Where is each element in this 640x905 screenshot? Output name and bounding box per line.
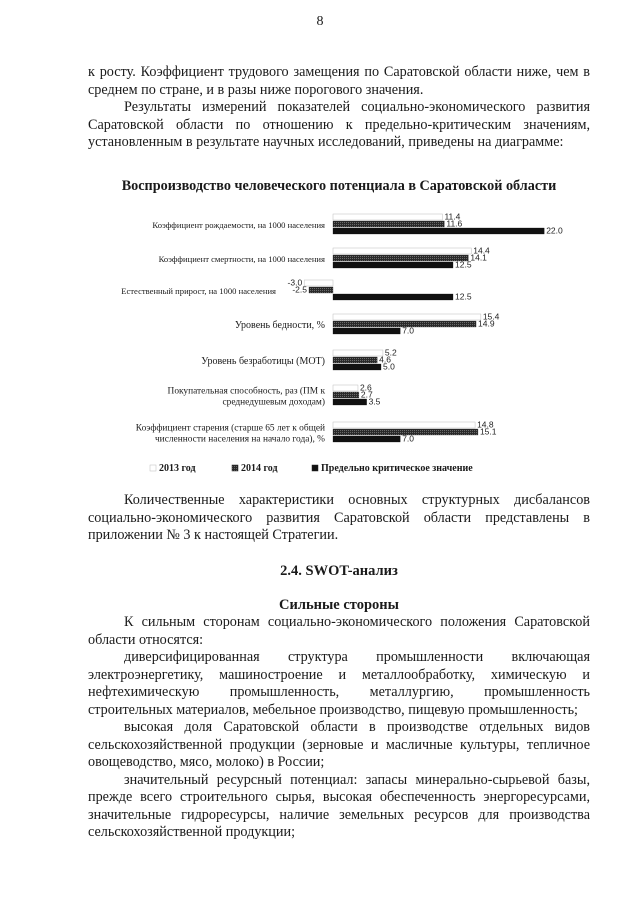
bar-2014 (333, 255, 468, 261)
legend-swatch-2014 (232, 465, 238, 471)
data-label: 7.0 (402, 325, 415, 336)
legend-swatch-critical (312, 465, 318, 471)
data-label: 5.2 (384, 347, 397, 358)
data-label: 11.4 (444, 211, 461, 222)
bar-2013 (333, 314, 481, 320)
data-label: 14.8 (477, 419, 494, 430)
section-title: 2.4. SWOT-анализ (280, 563, 398, 579)
legend-label: 2013 год (159, 463, 196, 474)
section-subtitle: Сильные стороны (279, 597, 399, 613)
data-label: 11.6 (446, 218, 463, 229)
bar-critical (333, 364, 381, 370)
bar-2013 (304, 280, 333, 286)
bar-2014 (333, 221, 444, 227)
strength-item: значительный ресурсный потенциал: запасы минерально-сырьевой базы, прежде всего строительного сырья, высокая обеспеченность энергоресурсами, значительные гидроресурсы, наличие земельных ресурсов для производства сельскохозяйственной продукции; (88, 771, 590, 840)
bar-critical (333, 399, 367, 405)
data-label: 22.0 (546, 225, 563, 236)
intro-paragraph-2: Результаты измерений показателей социально-экономического развития Саратовской области по отношению к предельно-критическим значениям, установленным в результате научных исследований, приведены на диаграмме: (88, 99, 590, 150)
category-label: среднедушевым доходам) (222, 397, 325, 408)
bar-2013 (333, 350, 383, 356)
bar-critical (333, 262, 453, 268)
legend-label: 2014 год (241, 463, 278, 474)
category-label: Коэффициент старения (старше 65 лет к общей (135, 423, 325, 434)
strength-item: диверсифицированная структура промышленности включающая электроэнергетику, машиностроение и металлообработку, химическую и нефтехимическую промышленность, металлургию, промышленность строительных материалов, мебельное производство, пищевую промышленность; (88, 649, 590, 718)
category-label: Уровень бедности, % (234, 320, 325, 331)
legend-label: Предельно критическое значение (321, 463, 473, 474)
data-label: -3.0 (287, 277, 303, 288)
bar-critical (333, 294, 453, 300)
data-label: 14.1 (470, 252, 487, 263)
intro-text (88, 64, 590, 152)
bar-2014 (309, 287, 333, 293)
after-chart-paragraph: Количественные характеристики основных структурных дисбалансов социально-экономического развития Саратовской области представлены в приложении № 3 к настоящей Стратегии. (88, 492, 590, 543)
bar-critical (333, 436, 400, 442)
category-label: Коэффициент смертности, на 1000 населения (158, 254, 325, 264)
data-label: 15.4 (482, 311, 500, 322)
category-label: Естественный прирост, на 1000 населения (121, 286, 276, 296)
category-label: численности населения на начало года), % (154, 434, 325, 445)
bar-2013 (333, 248, 471, 254)
legend-swatch-2013 (150, 465, 156, 471)
data-label: 12.5 (455, 291, 472, 302)
category-label: Покупательная способность, раз (ПМ к (167, 386, 325, 397)
bar-chart (0, 200, 640, 500)
after-chart-text (88, 492, 590, 545)
data-label: 2.6 (359, 382, 372, 393)
data-label: 5.0 (383, 361, 395, 372)
data-label: 12.5 (455, 259, 472, 270)
strengths-text (88, 614, 590, 842)
category-label: Уровень безработицы (МОТ) (201, 356, 325, 367)
chart-title: Воспроизводство человеческого потенциала в Саратовской области (121, 178, 557, 194)
bar-2014 (333, 392, 359, 398)
bar-2013 (333, 385, 358, 391)
data-label: 2.7 (360, 389, 373, 400)
data-label: 15.1 (479, 426, 497, 437)
bar-2013 (333, 422, 475, 428)
data-label: 4.6 (379, 354, 391, 365)
data-label: -2.5 (292, 284, 307, 295)
bar-2014 (333, 357, 377, 363)
data-label: 14.4 (473, 245, 490, 256)
strengths-intro: К сильным сторонам социально-экономического положения Саратовской области относятся: (88, 614, 590, 648)
bar-2013 (333, 214, 442, 220)
data-label: 3.5 (368, 396, 381, 407)
strength-item: высокая доля Саратовской области в производстве отдельных видов сельскохозяйственной продукции (зерновые и масличные культуры, тепличное овощеводство, мясо, молоко) в России; (88, 719, 590, 770)
bar-critical (333, 328, 400, 334)
data-label: 14.9 (478, 318, 495, 329)
category-label: Коэффициент рождаемости, на 1000 населения (152, 220, 325, 230)
data-label: 7.0 (402, 433, 415, 444)
bar-critical (333, 228, 544, 234)
intro-paragraph-1: к росту. Коэффициент трудового замещения по Саратовской области ниже, чем в среднем по стране, и в разы ниже порогового значения. (88, 64, 590, 98)
page-number: 8 (316, 14, 324, 29)
